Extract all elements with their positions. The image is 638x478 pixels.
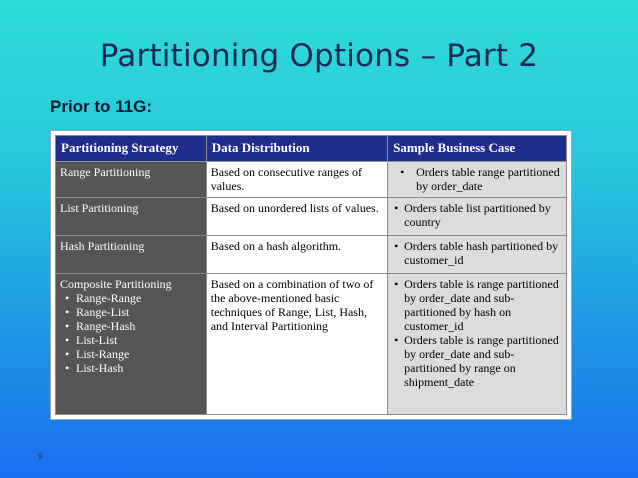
composite-type-item: • Range-Hash bbox=[60, 319, 202, 333]
table-row-composite bbox=[56, 274, 567, 415]
header-data-distribution: Data Distribution bbox=[206, 136, 387, 162]
strategy-cell: List Partitioning bbox=[56, 198, 207, 236]
distribution-cell: Based on a combination of two of the above-mentioned basic techniques of Range, List, Hash, and Interval Partitioning bbox=[206, 274, 387, 415]
table-header-row bbox=[56, 136, 567, 162]
business-case-cell bbox=[388, 198, 567, 236]
business-case-cell bbox=[388, 236, 567, 274]
composite-type-item: • Range-List bbox=[60, 305, 202, 319]
business-case-item: • Orders table list partitioned by country bbox=[392, 201, 562, 229]
strategy-cell bbox=[56, 274, 207, 415]
header-partitioning-strategy: Partitioning Strategy bbox=[56, 136, 207, 162]
partitioning-table bbox=[55, 135, 567, 415]
business-case-item: • Orders table range partitioned by order_date bbox=[392, 165, 562, 193]
partitioning-table-frame bbox=[51, 131, 571, 419]
distribution-cell: Based on unordered lists of values. bbox=[206, 198, 387, 236]
business-case-item: • Orders table is range partitioned by order_date and sub-partitioned by hash on customer_id bbox=[392, 277, 562, 333]
distribution-cell: Based on consecutive ranges of values. bbox=[206, 162, 387, 198]
strategy-cell: Range Partitioning bbox=[56, 162, 207, 198]
slide-subtitle: Prior to 11G: bbox=[50, 97, 153, 116]
table-row-hash bbox=[56, 236, 567, 274]
distribution-cell: Based on a hash algorithm. bbox=[206, 236, 387, 274]
strategy-cell: Hash Partitioning bbox=[56, 236, 207, 274]
business-case-cell bbox=[388, 274, 567, 415]
composite-types-list bbox=[60, 291, 202, 375]
composite-type-item: • List-Hash bbox=[60, 361, 202, 375]
business-case-item: • Orders table is range partitioned by order_date and sub-partitioned by range on shipment_date bbox=[392, 333, 562, 389]
composite-type-item: • List-Range bbox=[60, 347, 202, 361]
strategy-label: Composite Partitioning bbox=[60, 277, 172, 291]
header-sample-business-case: Sample Business Case bbox=[388, 136, 567, 162]
business-case-cell bbox=[388, 162, 567, 198]
composite-type-item: • Range-Range bbox=[60, 291, 202, 305]
table-row-list bbox=[56, 198, 567, 236]
composite-type-item: • List-List bbox=[60, 333, 202, 347]
slide-title: Partitioning Options – Part 2 bbox=[99, 38, 539, 74]
slide-number: 9 bbox=[38, 452, 43, 461]
table-row-range bbox=[56, 162, 567, 198]
business-case-item: • Orders table hash partitioned by customer_id bbox=[392, 239, 562, 267]
